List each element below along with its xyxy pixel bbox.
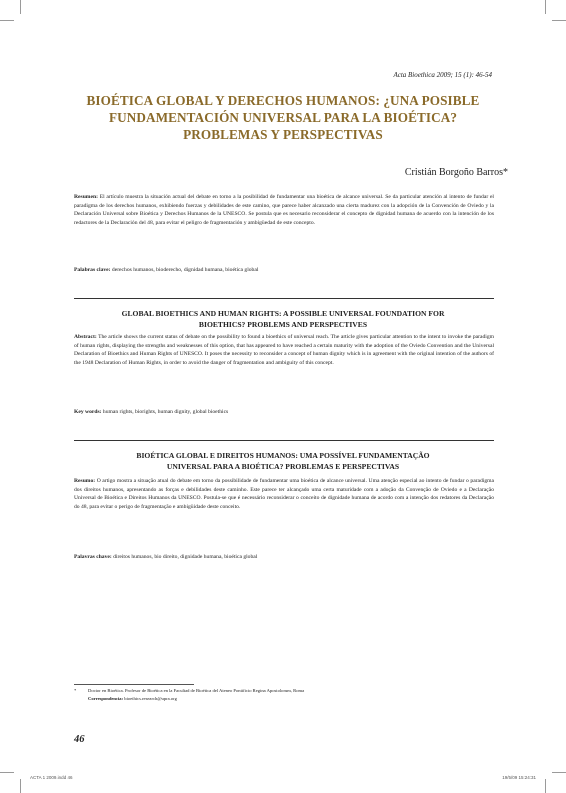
portuguese-keywords <box>74 553 494 562</box>
keywords-text: derechos humanos, bioderecho, dignidad humana, bioética global <box>110 267 259 273</box>
abstract-label: Resumo: <box>74 478 96 484</box>
article-title <box>60 92 506 143</box>
title-line: PROBLEMAS Y PERSPECTIVAS <box>183 127 383 142</box>
title-line: UNIVERSAL PARA A BIOÉTICA? PROBLEMAS E PERSPECTIVAS <box>166 462 400 471</box>
footnote-affiliation: * Doctor en Bioética. Profesor de Bioética en la Facultad de Bioética del Ateneo Pontificio Regina Apostolorum, Roma <box>74 688 305 693</box>
keywords-label: Key words: <box>74 409 102 415</box>
keywords-label: Palavras chave: <box>74 554 112 560</box>
title-line: BIOETHICS? PROBLEMS AND PERSPECTIVES <box>198 320 368 329</box>
footnote-marker: * <box>74 688 77 693</box>
abstract-label: Resumen: <box>74 194 98 200</box>
crop-mark <box>552 772 566 773</box>
print-slug-right: 19/5/09 15:24:31 <box>502 775 536 780</box>
journal-reference: Acta Bioethica 2009; 15 (1): 46-54 <box>393 71 492 79</box>
title-line: BIOÉTICA GLOBAL Y DERECHOS HUMANOS: ¿UNA POSIBLE <box>86 93 480 108</box>
portuguese-title <box>60 450 506 472</box>
crop-mark <box>0 20 14 21</box>
abstract-text: The article shows the current status of debate on the possibility to found a bioethics of universal reach. The article gives particular attention to the intent to invoke the paradigm of human rights, displaying the strengths and weaknesses of this option, that has appeared to have reached a certain maturity with the adoption of the Oviedo Convention and the Universal Declaration of Bioethics and Human Rights of UNESCO. It poses the necessity to reconsider a concept of human dignity which is in agreement with the original intention of the authors of the 1948 Declaration of Human Rights, in order to avoid the danger of fragmentation and ambiguity of this concept. <box>74 334 494 366</box>
section-divider <box>74 298 494 299</box>
abstract-label: Abstract: <box>74 334 97 340</box>
footnote-rule <box>74 684 194 685</box>
keywords-label: Palabras clave: <box>74 267 111 273</box>
spanish-keywords <box>74 266 494 275</box>
abstract-text: El artículo muestra la situación actual del debate en torno a la posibilidad de fundamentar una bioética de alcance universal. Se da particular atención al intento de fundar el paradigma de los derechos humanos, exhibiendo fuerzas y debilidades de este camino, que parece haber alcanzado una cierta madurez con la adopción de la Convención de Oviedo y la Declaración Universal sobre Bioética y Derechos Humanos de la UNESCO. Se postula que es necesario reconsiderar el concepto de dignidad humana de acuerdo con la intención de los redactores de la Declaración del 48, para evitar el peligro de fragmentación y ambigüedad de este concepto. <box>74 194 494 226</box>
correspondence-email: bioethics.research@upra.org <box>123 696 177 701</box>
portuguese-abstract <box>74 477 494 511</box>
keywords-text: human rights, biorights, human dignity, global bioethics <box>101 409 229 415</box>
english-title <box>60 308 506 330</box>
crop-mark <box>0 772 14 773</box>
author-footnote <box>74 687 494 703</box>
crop-mark <box>545 0 546 14</box>
spanish-abstract <box>74 193 494 227</box>
print-slug-left: ACTA 1 2009.indd 46 <box>30 775 73 780</box>
abstract-text: O artigo mostra a situação atual do debate em torno da possibilidade de fundamentar uma bioética de alcance universal. Uma atenção especial ao intento de fundar o paradigma dos direitos humanos, apresentando as forças e debilidades deste caminho. Este parece ter alcançado uma certa maturidade com a adoção da Convenção de Oviedo e a Declaração Universal de Bioética e Direitos Humanos da UNESCO. Postula-se que é necessário reconsiderar o conceito de dignidade humana de acordo com a intenção dos redatores da Declaração do 48, para evitar o perigo de fragmentação e ambigüidade deste conceito. <box>74 478 494 510</box>
title-line: FUNDAMENTACIÓN UNIVERSAL PARA LA BIOÉTICA? <box>108 110 458 125</box>
english-keywords <box>74 408 494 417</box>
author-name: Cristián Borgoño Barros* <box>404 167 508 178</box>
english-abstract <box>74 333 494 367</box>
crop-mark <box>20 779 21 793</box>
crop-mark <box>552 20 566 21</box>
page-number: 46 <box>74 734 85 745</box>
footnote-correspondence <box>74 695 494 703</box>
section-divider <box>74 440 494 441</box>
correspondence-label: Correspondencia: <box>88 696 124 701</box>
keywords-text: direitos humanos, bio direito, dignidade humana, bioética global <box>111 554 258 560</box>
crop-mark <box>545 779 546 793</box>
crop-mark <box>20 0 21 14</box>
title-line: BIOÉTICA GLOBAL E DIREITOS HUMANOS: UMA POSSÍVEL FUNDAMENTAÇÃO <box>136 451 430 460</box>
title-line: GLOBAL BIOETHICS AND HUMAN RIGHTS: A POSSIBLE UNIVERSAL FOUNDATION FOR <box>121 309 445 318</box>
